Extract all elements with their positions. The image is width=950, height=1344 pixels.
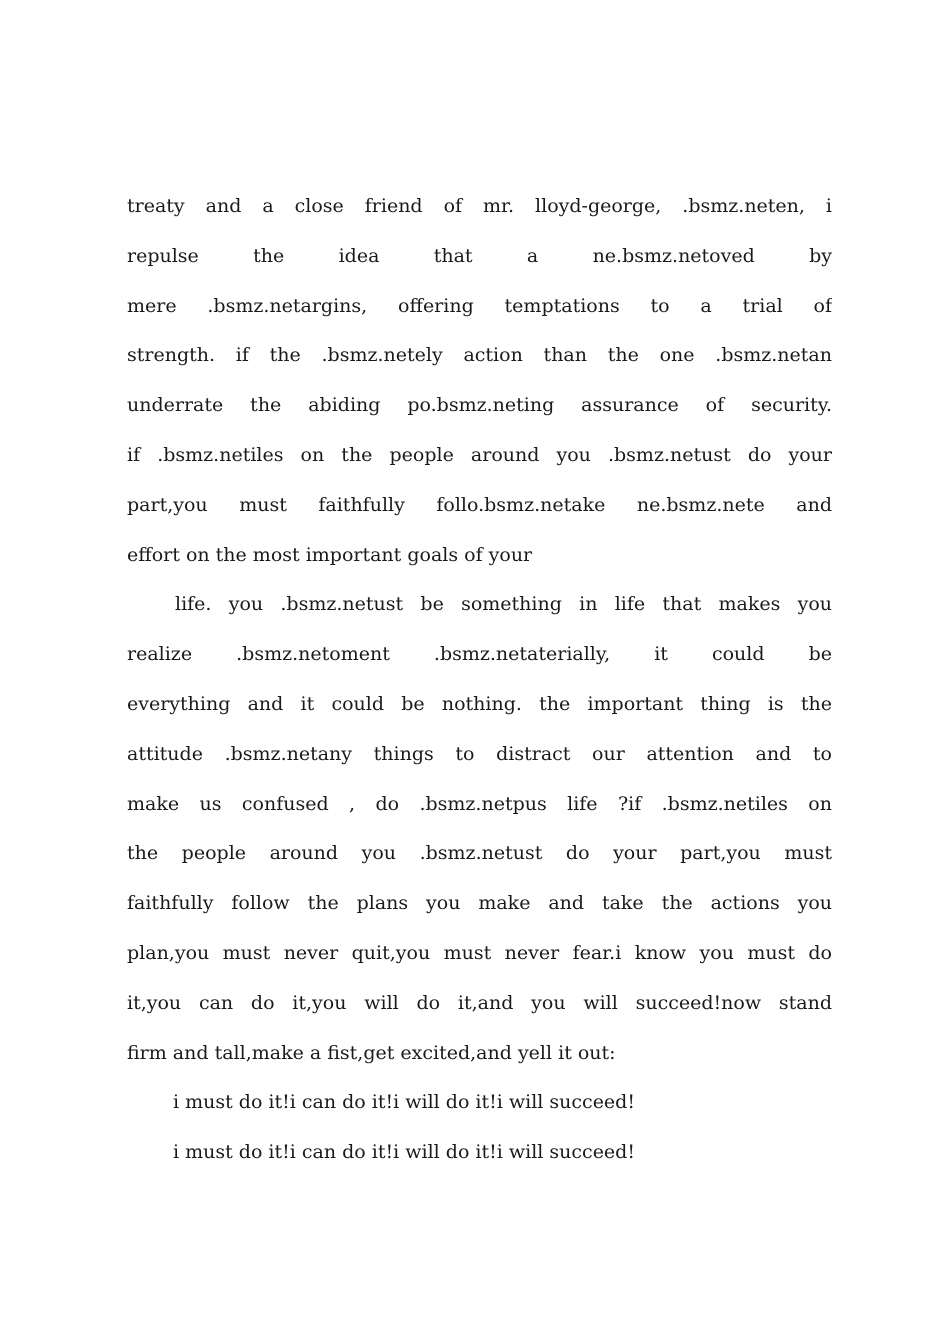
text-line: everything and it could be nothing. the important thing is the [127,692,832,715]
text-line: realize .bsmz.netoment .bsmz.netaterially, it could be [127,643,832,666]
paragraph-first-line: life. you .bsmz.netust be something in life that makes you [175,593,832,616]
text-line: part,you must faithfully follo.bsmz.netake ne.bsmz.nete and [127,493,832,516]
text-line: effort on the most important goals of your [127,543,533,566]
text-line: strength. if the .bsmz.netely action than the one .bsmz.netan [127,344,832,367]
text-line: attitude .bsmz.netany things to distract our attention and to [127,742,832,765]
body-text [127,182,832,1178]
chant-line: i must do it!i can do it!i will do it!i will succeed! [173,1091,635,1114]
text-line: repulse the idea that a ne.bsmz.netoved by [127,244,832,267]
text-line: mere .bsmz.netargins, offering temptations to a trial of [127,294,832,317]
text-line: firm and tall,make a fist,get excited,and yell it out: [127,1041,616,1064]
text-line: it,you can do it,you will do it,and you will succeed!now stand [127,991,832,1014]
chant-line: i must do it!i can do it!i will do it!i will succeed! [173,1141,635,1164]
text-line: faithfully follow the plans you make and take the actions you [127,892,832,915]
text-line: the people around you .bsmz.netust do your part,you must [127,842,832,865]
text-line: treaty and a close friend of mr. lloyd-george, .bsmz.neten, i [127,195,832,217]
text-line: make us confused , do .bsmz.netpus life ?if .bsmz.netiles on [127,792,832,815]
text-line: if .bsmz.netiles on the people around you .bsmz.netust do your [127,443,832,466]
text-line: underrate the abiding po.bsmz.neting assurance of security. [127,394,832,417]
text-line: plan,you must never quit,you must never fear.i know you must do [127,941,832,964]
